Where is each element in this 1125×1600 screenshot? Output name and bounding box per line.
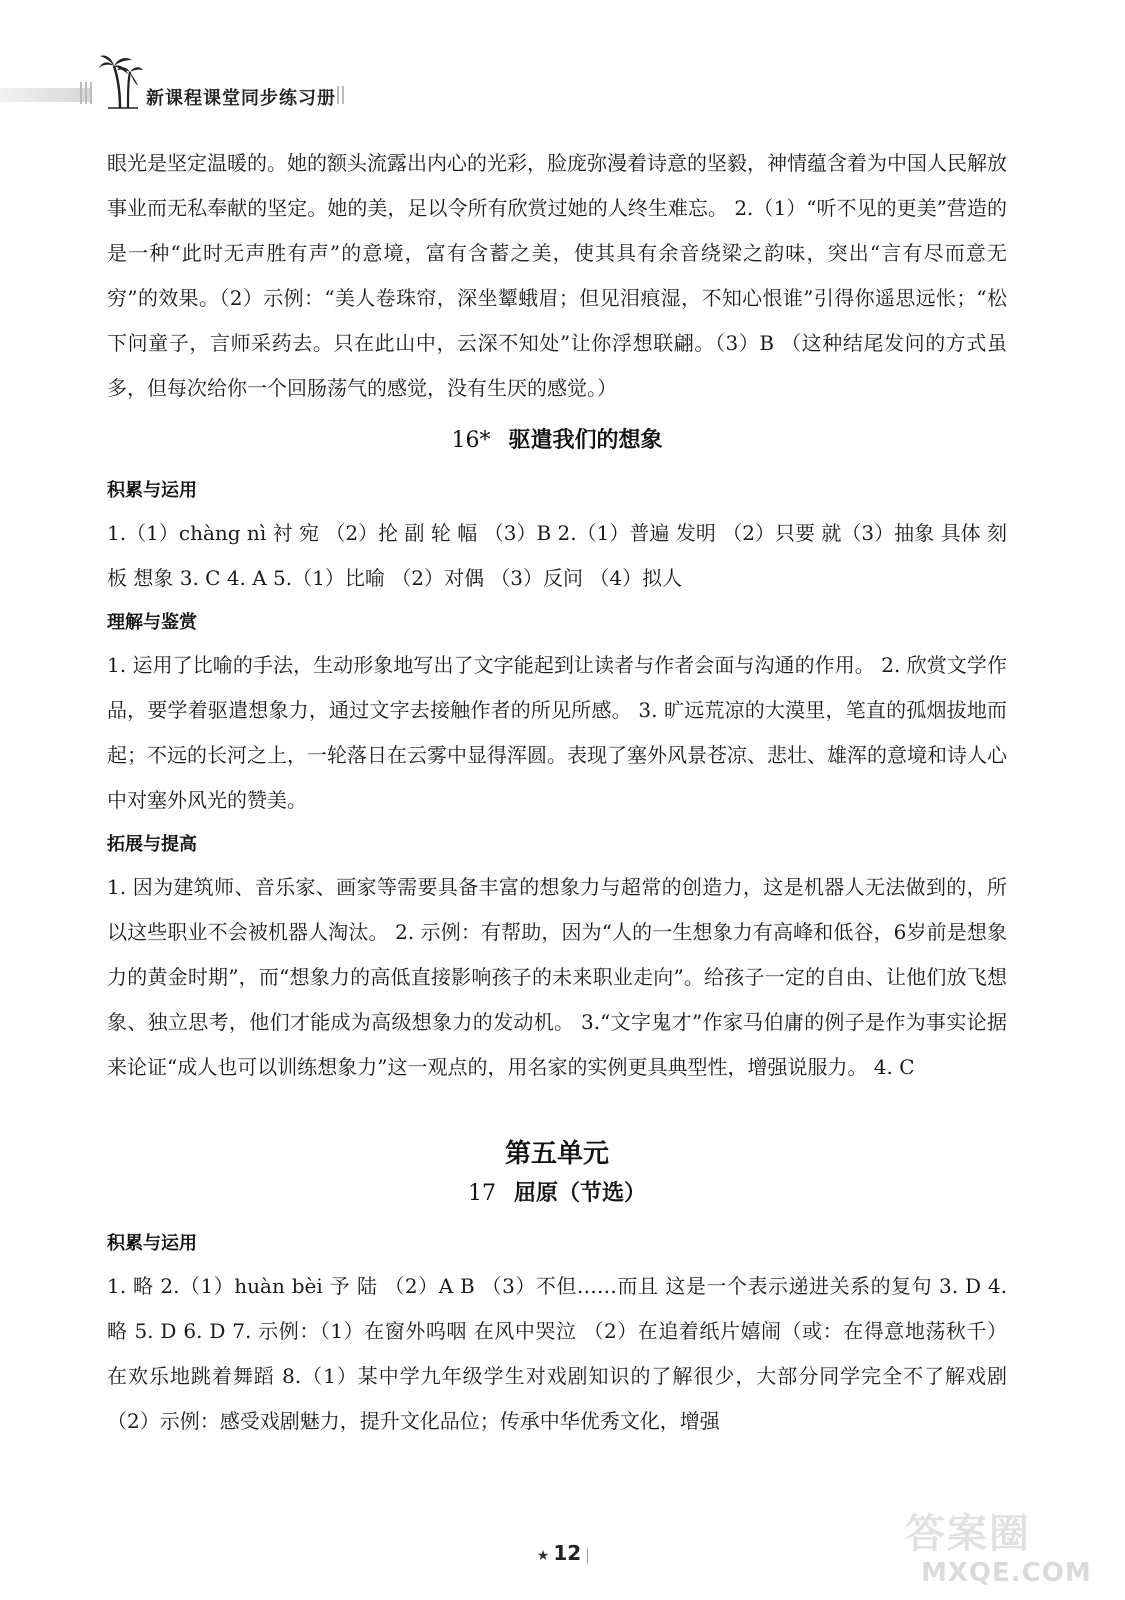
page-header bbox=[0, 52, 560, 112]
header-end-ticks bbox=[337, 86, 347, 108]
page-content bbox=[107, 141, 1007, 1444]
lesson-17-name: 屈原（节选） bbox=[513, 1181, 646, 1206]
section-heading: 理解与鉴赏 bbox=[107, 612, 197, 633]
section-text: 1. 因为建筑师、音乐家、画家等需要具备丰富的想象力与超常的创造力，这是机器人无法做到的，所以这些职业不会被机器人淘汰。 2. 示例：有帮助，因为“人的一生想象力有高峰和低谷，6岁前是想象力的黄金时期”，而“想象力的高低直接影响孩子的未来职业走向”。给孩子一定的自由、让他们放飞想象、独立思考，他们才能成为高级想象力的发动机。 3.“文字鬼才”作家马伯庸的例子是作为事实论据来论证“成人也可以训练想象力”这一观点的，用名家的实例更具典型性，增强说服力。 4. C bbox=[107, 875, 1007, 1079]
header-title: 新课程课堂同步练习册 bbox=[146, 88, 336, 109]
lesson-17-number: 17 bbox=[467, 1181, 496, 1206]
page-number: 12 bbox=[553, 1541, 582, 1565]
palm-tree-icon bbox=[98, 52, 144, 110]
lesson-16-title bbox=[107, 425, 1007, 457]
section-text: 1.（1）chàng nì 衬 宛 （2）抡 副 轮 幅 （3）B 2.（1）普遍 发明 （2）只要 就（3）抽象 具体 刻板 想象 3. C 4. A 5.（1）比喻 （2）对偶 （3）反问 （4）拟人 bbox=[107, 521, 1007, 590]
watermark bbox=[895, 1502, 1095, 1592]
star-icon: ★ bbox=[536, 1548, 550, 1564]
section-heading: 拓展与提高 bbox=[107, 834, 197, 855]
section-heading: 积累与运用 bbox=[107, 480, 197, 501]
section-heading: 积累与运用 bbox=[107, 1233, 197, 1254]
section-text: 1. 运用了比喻的手法，生动形象地写出了文字能起到让读者与作者会面与沟通的作用。 2. 欣赏文学作品，要学着驱遣想象力，通过文字去接触作者的所见所感。 3. 旷远荒凉的大漠里，笔直的孤烟拔地而起；不远的长河之上，一轮落日在云雾中显得浑圆。表现了塞外风景苍凉、悲壮、雄浑的意境和诗人心中对塞外风光的赞美。 bbox=[107, 653, 1007, 812]
section-text: 1. 略 2.（1）huàn bèi 予 陆 （2）A B （3）不但……而且 这是一个表示递进关系的复句 3. D 4. 略 5. D 6. D 7. 示例：（1）在窗外呜咽 在风中哭泣 （2）在追着纸片嬉闹（或：在得意地荡秋千） 在欢乐地跳着舞蹈 8.（1）某中学九年级学生对戏剧知识的了解很少，大部分同学完全不了解戏剧 （2）示例：感受戏剧魅力，提升文化品位；传承中华优秀文化，增强 bbox=[107, 1274, 1007, 1433]
watermark-text: MXQE.COM bbox=[921, 1558, 1092, 1588]
header-gradient-bar bbox=[0, 88, 92, 102]
watermark-logo: 答案圈 bbox=[905, 1511, 1031, 1557]
unit-title: 第五单元 bbox=[504, 1139, 609, 1169]
lesson-17-title bbox=[107, 1178, 1007, 1210]
footer-tick bbox=[587, 1548, 588, 1564]
intro-paragraph: 眼光是坚定温暖的。她的额头流露出内心的光彩，脸庞弥漫着诗意的坚毅，神情蕴含着为中国人民解放事业而无私奉献的坚定。她的美，足以令所有欣赏过她的人终生难忘。 2.（1）“听不见的更美”营造的是一种“此时无声胜有声”的意境，富有含蓄之美，使其具有余音绕梁之韵味，突出“言有尽而意无穷”的效果。（2）示例：“美人卷珠帘，深坐颦蛾眉；但见泪痕湿，不知心恨谁”引得你遥思远怅；“松下问童子，言师采药去。只在此山中，云深不知处”让你浮想联翩。（3）B （这种结尾发问的方式虽多，但每次给你一个回肠荡气的感觉，没有生厌的感觉。） bbox=[107, 151, 1007, 400]
header-ticks bbox=[80, 82, 100, 104]
lesson-16-number: 16* bbox=[451, 428, 491, 453]
lesson-16-name: 驱遣我们的想象 bbox=[508, 428, 663, 453]
